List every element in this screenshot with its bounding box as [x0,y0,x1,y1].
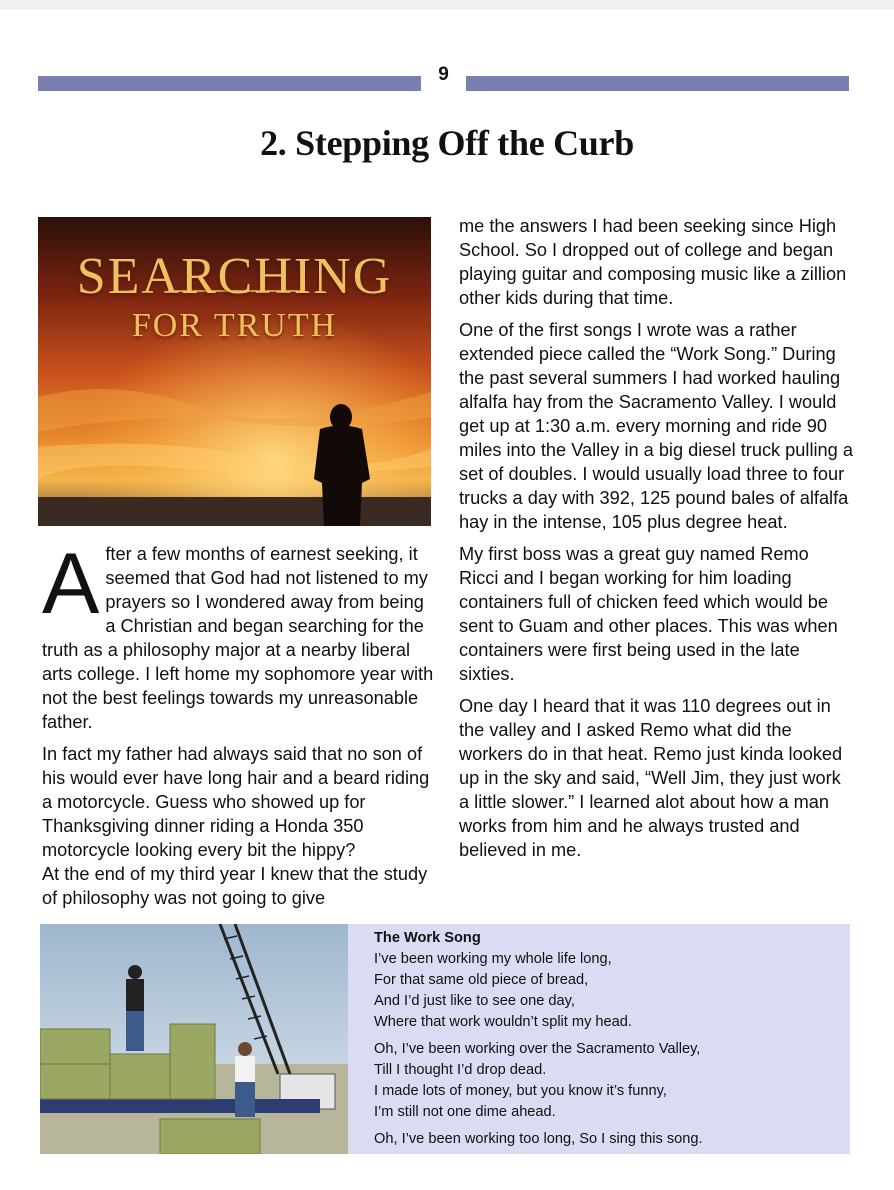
page [0,10,894,1190]
paragraph-text: fter a few months of earnest seeking, it seemed that God had not listened to my prayers so I wondered away from being a Christian and began searching for the truth as a philosophy major at a nearby liberal arts college. I left home my sophomore year with not the best feelings towards my unreasonable father. [42,544,434,732]
paragraph-text: In fact my father had always said that no son of his would ever have long hair and a beard riding a motorcycle. Guess who showed up for Thanksgiving dinner riding a Honda 350 motorcycle looking every bit the hippy? [42,744,430,860]
header-rule-left [38,76,421,91]
hay-truck-illustration [40,924,348,1154]
paragraph [42,742,436,910]
lyric-line: Till I thought I’d drop dead. [374,1062,547,1078]
drop-cap: A [42,536,100,632]
song-stanza [374,1039,844,1123]
paragraph [42,536,436,734]
page-number: 9 [438,64,449,85]
paragraph: One of the first songs I wrote was a rather extended piece called the “Work Song.” During the past several summers I had worked hauling alfalfa hay from the Sacramento Valley. I would get up at 1:30 a.m. every morning and ride 90 miles into the Valley in a big diesel truck pulling a set of doubles. I would usually load three to four trucks a day with 392, 125 pound bales of alfalfa hay in the intense, 105 plus degree heat. [459,320,853,532]
lyric-line: Oh, I’ve been working too long, So I sing this song. [374,1131,703,1147]
song-lyrics [374,928,844,1156]
hero-image [38,217,431,526]
paragraph: me the answers I had been seeking since High School. So I dropped out of college and began playing guitar and composing music like a zillion other kids during that time. [459,216,847,308]
song-stanza [374,1129,844,1150]
lyric-line: For that same old piece of bread, [374,972,589,988]
right-column [459,214,853,870]
song-stanza [374,949,844,1033]
paragraph: My first boss was a great guy named Remo Ricci and I began working for him loading containers full of chicken feed which would be sent to Guam and other places. This was when containers were first being used in the late sixties. [459,544,838,684]
left-column [42,536,436,918]
hero-title: SEARCHING [76,248,393,305]
lyric-line: And I’d just like to see one day, [374,993,575,1009]
header-rule-right [466,76,849,91]
song-title: The Work Song [374,930,481,946]
lyric-line: I’ve been working my whole life long, [374,951,612,967]
paragraph-text: At the end of my third year I knew that the study of philosophy was not going to give [42,864,428,908]
song-box [40,924,850,1154]
lyric-line: I’m still not one dime ahead. [374,1104,556,1120]
chapter-title: 2. Stepping Off the Curb [260,123,634,163]
paragraph: One day I heard that it was 110 degrees out in the valley and I asked Remo what did the workers do in that heat. Remo just kinda looked up in the sky and said, “Well Jim, they just work a little slower.” I learned alot about how a man works from him and he always trusted and believed in me. [459,696,843,860]
lyric-line: Where that work wouldn’t split my head. [374,1014,632,1030]
lyric-line: I made lots of money, but you know it’s funny, [374,1083,667,1099]
hay-loading-photo [40,924,348,1154]
lyric-line: Oh, I’ve been working over the Sacramento Valley, [374,1041,701,1057]
hero-subtitle: FOR TRUTH [131,307,338,344]
